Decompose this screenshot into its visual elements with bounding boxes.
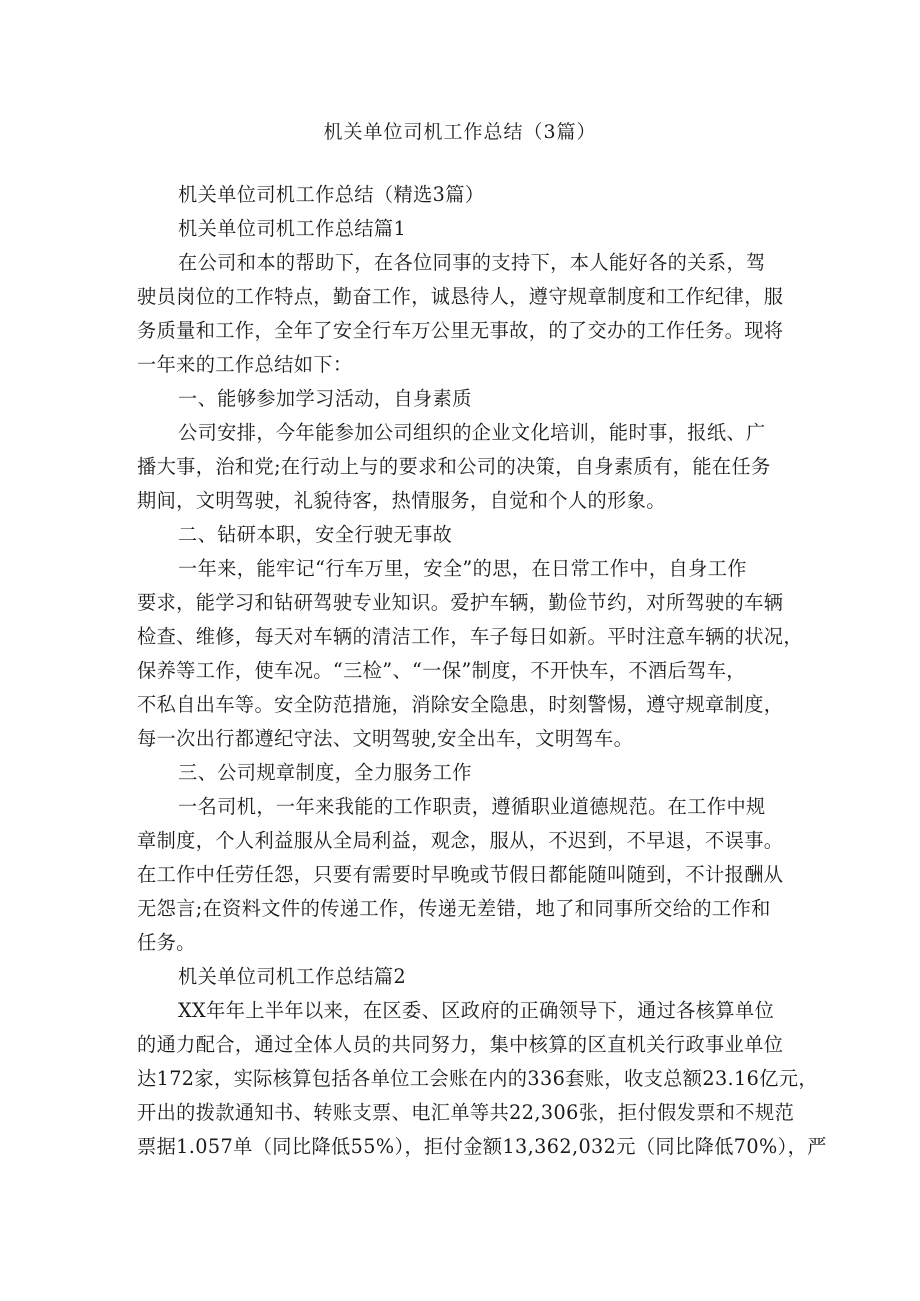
paragraph-line: 一年来的工作总结如下： <box>137 353 353 376</box>
paragraph-first-line: 三、公司规章制度，全力服务工作 <box>178 761 472 784</box>
paragraph-line: 每一次出行都遵纪守法、文明驾驶,安全出车，文明驾车。 <box>137 727 634 750</box>
paragraph-line: 检查、维修，每天对车辆的清洁工作，车子每日如新。平时注意车辆的状况， <box>137 625 803 648</box>
paragraph-first-line: 机关单位司机工作总结篇2 <box>178 965 407 988</box>
paragraph-first-line: 公司安排，今年能参加公司组织的企业文化培训，能时事，报纸、广 <box>178 421 766 444</box>
paragraph-line: 达172家，实际核算包括各单位工会账在内的336套账，收支总额23.16亿元， <box>137 1067 819 1090</box>
paragraph-first-line: 二、钻研本职，安全行驶无事故 <box>178 523 453 546</box>
paragraph-line: 播大事，治和党;在行动上与的要求和公司的决策，自身素质有，能在任务 <box>137 455 771 478</box>
paragraph-first-line: 机关单位司机工作总结篇1 <box>178 217 407 240</box>
paragraph-line: 开出的拨款通知书、转账支票、电汇单等共22,306张，拒付假发票和不规范 <box>137 1101 795 1124</box>
document-title: 机关单位司机工作总结（3篇） <box>323 121 597 143</box>
paragraph-line: 驶员岗位的工作特点，勤奋工作，诚恳待人，遵守规章制度和工作纪律，服 <box>137 285 784 308</box>
paragraph-line: 的通力配合，通过全体人员的共同努力，集中核算的区直机关行政事业单位 <box>137 1033 784 1056</box>
paragraph-first-line: 一年来，能牢记“行车万里，安全”的思，在日常工作中，自身工作 <box>178 557 747 580</box>
paragraph-first-line: 在公司和本的帮助下，在各位同事的支持下，本人能好各的关系，驾 <box>178 251 766 274</box>
paragraph-line: 务质量和工作，全年了安全行车万公里无事故，的了交办的工作任务。现将 <box>137 319 784 342</box>
paragraph-first-line: 一、能够参加学习活动，自身素质 <box>178 387 472 410</box>
paragraph-first-line: 机关单位司机工作总结（精选3篇） <box>178 183 485 206</box>
paragraph-first-line: 一名司机，一年来我能的工作职责，遵循职业道德规范。在工作中规 <box>178 795 766 818</box>
paragraph-line: 保养等工作，使车况。“三检”、“一保”制度，不开快车，不酒后驾车， <box>137 659 746 682</box>
paragraph-line: 期间，文明驾驶，礼貌待客，热情服务，自觉和个人的形象。 <box>137 489 666 512</box>
paragraph-line: 任务。 <box>137 931 196 954</box>
paragraph-line: 不私自出车等。安全防范措施，消除安全隐患，时刻警惕，遵守规章制度， <box>137 693 784 716</box>
document-body <box>137 178 827 1164</box>
paragraph-line: 章制度，个人利益服从全局利益，观念，服从，不迟到，不早退，不误事。 <box>137 829 784 852</box>
paragraph-line: 票据1.057单（同比降低55%），拒付金额13,362,032元（同比降低70%），严 <box>137 1135 827 1158</box>
paragraph-first-line: XX年年上半年以来，在区委、区政府的正确领导下，通过各核算单位 <box>178 999 775 1022</box>
paragraph-line: 要求，能学习和钻研驾驶专业知识。爱护车辆，勤俭节约，对所驾驶的车辆 <box>137 591 784 614</box>
paragraph-line: 无怨言;在资料文件的传递工作，传递无差错，地了和同事所交给的工作和 <box>137 897 771 920</box>
paragraph-line: 在工作中任劳任怨，只要有需要时早晚或节假日都能随叫随到，不计报酬从 <box>137 863 784 886</box>
